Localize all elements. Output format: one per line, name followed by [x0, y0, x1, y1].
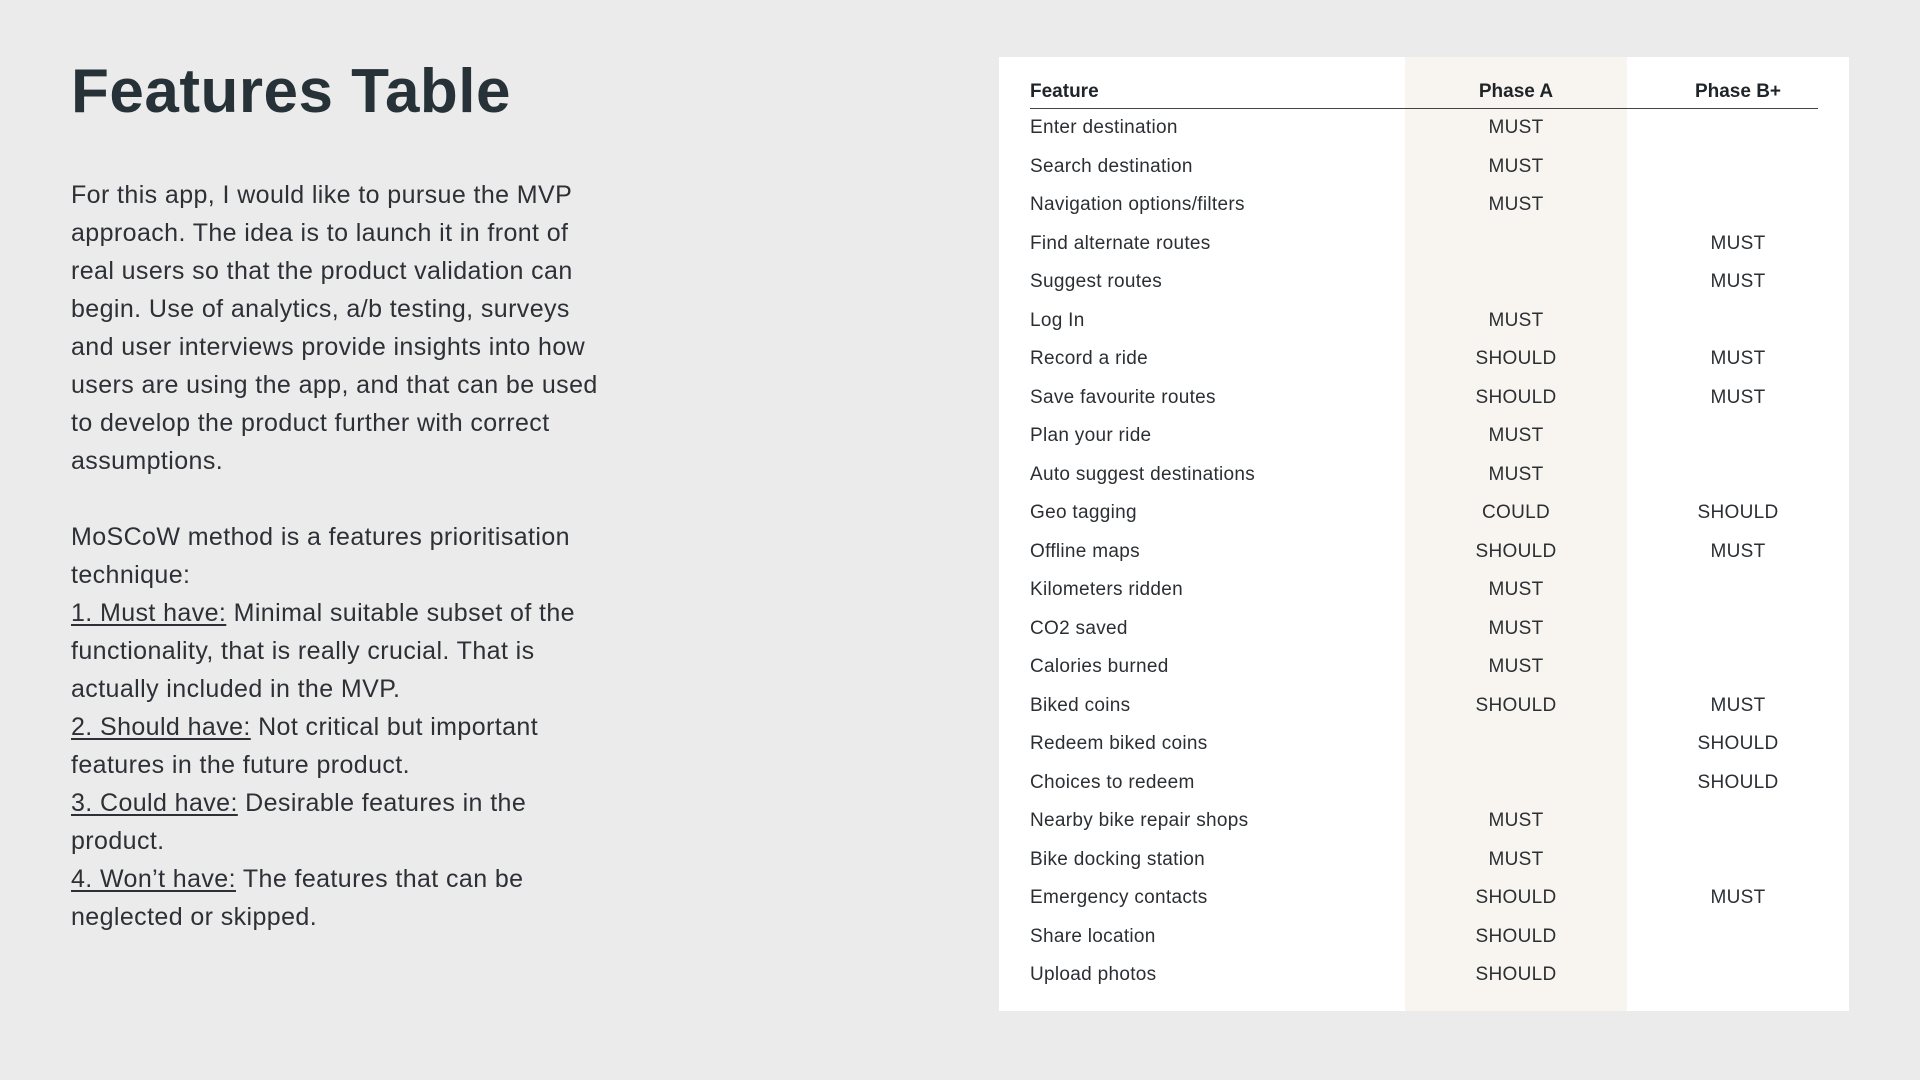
- feature-cell: Suggest routes: [1030, 271, 1163, 292]
- moscow-must-item: [71, 594, 611, 708]
- phase-b-cell: MUST: [1710, 348, 1766, 369]
- table-row: [1030, 571, 1818, 610]
- phase-b-cell: MUST: [1710, 232, 1766, 254]
- phase-a-cell: COULD: [1481, 502, 1550, 523]
- phase-b-cell: MUST: [1710, 540, 1766, 562]
- mvp-paragraph: For this app, I would like to pursue the MVP approach. The idea is to launch it in front of real users so that the product validation can begin. Use of analytics, a/b testing, surveys and user interviews provide insights into how users are using the app, and that can be used to develop the product further with correct assumptions.: [71, 181, 598, 475]
- header-phase-b: Phase B+: [1694, 81, 1782, 102]
- feature-cell: Enter destination: [1030, 117, 1178, 138]
- feature-cell: Redeem biked coins: [1030, 733, 1208, 754]
- wont-label: 4. Won’t have:: [71, 865, 236, 893]
- feature-cell: CO2 saved: [1030, 617, 1128, 639]
- header-phase-a: Phase A: [1478, 81, 1554, 102]
- feature-cell: Offline maps: [1030, 540, 1140, 562]
- could-label: 3. Could have:: [71, 789, 238, 817]
- table-row: [1030, 456, 1818, 495]
- phase-a-cell: MUST: [1488, 155, 1544, 177]
- feature-cell: Upload photos: [1030, 964, 1157, 985]
- feature-cell: Biked coins: [1030, 694, 1131, 716]
- phase-b-cell: SHOULD: [1697, 502, 1779, 523]
- should-text: Not critical but important features in the future product.: [71, 713, 539, 779]
- table-row: [1030, 186, 1818, 225]
- phase-b-cell: MUST: [1710, 271, 1766, 292]
- feature-cell: Navigation options/filters: [1030, 194, 1245, 215]
- feature-cell: Search destination: [1030, 155, 1193, 177]
- feature-cell: Bike docking station: [1030, 848, 1205, 870]
- moscow-intro: MoSCoW method is a features prioritisation technique:: [71, 523, 570, 589]
- table-row: [1030, 879, 1818, 918]
- phase-a-cell: MUST: [1488, 463, 1544, 485]
- table-row: [1030, 918, 1818, 957]
- must-text: Minimal suitable subset of the functionality, that is really crucial. That is actually included in the MVP.: [71, 599, 575, 703]
- phase-a-cell: SHOULD: [1475, 887, 1557, 908]
- phase-b-cell: MUST: [1710, 694, 1766, 716]
- table-row: [1030, 841, 1818, 880]
- phase-a-cell: MUST: [1488, 810, 1544, 831]
- features-table: [999, 57, 1849, 1011]
- phase-a-cell: SHOULD: [1475, 348, 1557, 369]
- table-row: [1030, 802, 1818, 841]
- feature-cell: Share location: [1030, 925, 1156, 947]
- phase-a-cell: MUST: [1488, 117, 1544, 138]
- moscow-wont-item: [71, 860, 611, 936]
- table-row: [1030, 725, 1818, 764]
- feature-cell: Calories burned: [1030, 656, 1169, 677]
- phase-a-cell: SHOULD: [1475, 386, 1557, 408]
- phase-a-cell: MUST: [1488, 579, 1544, 600]
- phase-b-cell: SHOULD: [1697, 733, 1779, 754]
- table-row: [1030, 340, 1818, 379]
- moscow-could-item: [71, 784, 611, 860]
- phase-a-cell: SHOULD: [1475, 925, 1557, 947]
- phase-a-cell: SHOULD: [1475, 694, 1557, 716]
- intro-text: [71, 176, 611, 936]
- phase-b-cell: SHOULD: [1697, 771, 1779, 793]
- table-row: [1030, 417, 1818, 456]
- phase-a-cell: MUST: [1488, 425, 1544, 446]
- feature-cell: Auto suggest destinations: [1030, 463, 1256, 485]
- table-row: [1030, 610, 1818, 649]
- page-title: Features Table: [71, 57, 512, 126]
- table-row: [1030, 494, 1818, 533]
- feature-cell: Geo tagging: [1030, 502, 1137, 523]
- phase-b-cell: MUST: [1710, 386, 1766, 408]
- phase-a-cell: MUST: [1488, 194, 1544, 215]
- should-label: 2. Should have:: [71, 713, 251, 741]
- table-row: [1030, 956, 1818, 995]
- phase-a-cell: MUST: [1488, 617, 1544, 639]
- table-row: [1030, 302, 1818, 341]
- table-row: [1030, 148, 1818, 187]
- table-row: [1030, 648, 1818, 687]
- phase-a-cell: MUST: [1488, 848, 1544, 870]
- feature-cell: Log In: [1030, 309, 1085, 331]
- header-feature: Feature: [1030, 81, 1099, 102]
- feature-cell: Record a ride: [1030, 348, 1148, 369]
- feature-cell: Nearby bike repair shops: [1030, 810, 1249, 831]
- table-row: [1030, 764, 1818, 803]
- phase-b-cell: MUST: [1710, 887, 1766, 908]
- phase-a-cell: MUST: [1488, 656, 1544, 677]
- feature-cell: Plan your ride: [1030, 425, 1152, 446]
- phase-a-cell: MUST: [1488, 309, 1544, 331]
- phase-a-cell: SHOULD: [1475, 964, 1557, 985]
- feature-cell: Emergency contacts: [1030, 887, 1208, 908]
- wont-text: The features that can be neglected or skipped.: [71, 865, 524, 931]
- feature-cell: Find alternate routes: [1030, 232, 1211, 254]
- table-row: [1030, 533, 1818, 572]
- feature-cell: Choices to redeem: [1030, 771, 1195, 793]
- must-label: 1. Must have:: [71, 599, 227, 627]
- feature-cell: Save favourite routes: [1030, 386, 1216, 408]
- table-body: [1030, 109, 1818, 995]
- table-header: [1030, 76, 1818, 109]
- table-row: [1030, 263, 1818, 302]
- table-row: [1030, 225, 1818, 264]
- could-text: Desirable features in the product.: [71, 789, 527, 855]
- feature-cell: Kilometers ridden: [1030, 579, 1183, 600]
- table-row: [1030, 109, 1818, 148]
- moscow-should-item: [71, 708, 611, 784]
- paragraph-gap: [71, 480, 611, 518]
- phase-a-cell: SHOULD: [1475, 540, 1557, 562]
- table-row: [1030, 687, 1818, 726]
- table-row: [1030, 379, 1818, 418]
